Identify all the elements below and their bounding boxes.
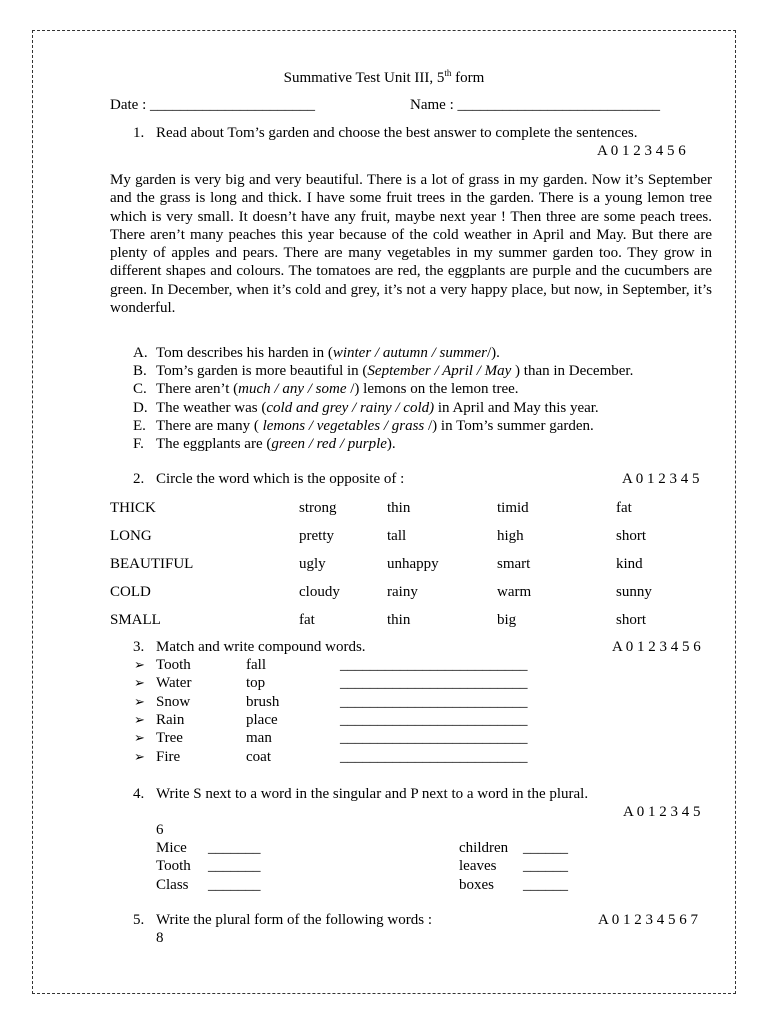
answer-blank[interactable]: ______ bbox=[523, 840, 568, 856]
item-letter: F. bbox=[133, 436, 144, 452]
opposite-option[interactable]: ugly bbox=[299, 556, 326, 572]
answer-options[interactable]: lemons / vegetables / grass bbox=[262, 417, 425, 434]
bullet-arrow-icon: ➢ bbox=[134, 748, 145, 764]
multiple-choice-item[interactable] bbox=[156, 400, 599, 417]
q2-score: A 0 1 2 3 4 5 bbox=[622, 471, 700, 487]
bullet-arrow-icon: ➢ bbox=[134, 693, 145, 709]
answer-blank[interactable]: _______ bbox=[208, 876, 261, 893]
answer-options[interactable]: cold and grey / rainy / cold) bbox=[266, 399, 435, 416]
opposite-option[interactable]: short bbox=[616, 528, 646, 544]
q1-number: 1. bbox=[133, 125, 145, 141]
q5-number: 5. bbox=[133, 912, 145, 928]
opposite-option[interactable]: fat bbox=[299, 612, 315, 628]
compound-left-word: Rain bbox=[156, 711, 185, 728]
multiple-choice-item[interactable] bbox=[156, 345, 500, 362]
compound-right-word: brush bbox=[246, 693, 280, 710]
item-text: ). bbox=[386, 436, 396, 452]
bullet-arrow-icon: ➢ bbox=[134, 711, 145, 727]
item-text: in April and May this year. bbox=[434, 399, 599, 416]
opposite-option[interactable]: strong bbox=[299, 500, 337, 516]
word: children bbox=[459, 840, 509, 856]
target-word: THICK bbox=[110, 500, 156, 516]
item-letter: C. bbox=[133, 381, 147, 398]
item-letter: D. bbox=[133, 399, 148, 416]
answer-blank[interactable]: _______ bbox=[208, 840, 261, 856]
q2-instruction: Circle the word which is the opposite of : bbox=[156, 471, 405, 487]
opposite-option[interactable]: cloudy bbox=[299, 584, 340, 600]
word: Tooth bbox=[156, 858, 191, 875]
opposite-option[interactable]: rainy bbox=[387, 584, 418, 600]
answer-options[interactable]: September / April / May bbox=[367, 363, 512, 380]
item-text: ) than in December. bbox=[511, 363, 634, 380]
item-text: There aren’t ( bbox=[156, 381, 239, 398]
answer-blank[interactable]: ______ bbox=[523, 858, 568, 875]
compound-left-word: Tooth bbox=[156, 657, 191, 673]
bullet-arrow-icon: ➢ bbox=[134, 675, 145, 691]
opposite-option[interactable]: high bbox=[497, 528, 524, 544]
compound-left-word: Snow bbox=[156, 693, 191, 710]
multiple-choice-item[interactable] bbox=[156, 418, 594, 435]
q4-score-continued: 6 bbox=[156, 822, 164, 838]
q2-number: 2. bbox=[133, 471, 145, 487]
q1-instruction: Read about Tom’s garden and choose the best answer to complete the sentences. bbox=[156, 125, 638, 141]
compound-right-word: fall bbox=[246, 657, 266, 673]
page-title: Summative Test Unit III, 5th form bbox=[283, 68, 485, 86]
compound-left-word: Fire bbox=[156, 748, 181, 765]
opposite-option[interactable]: timid bbox=[497, 500, 529, 516]
answer-blank[interactable]: ______ bbox=[523, 876, 568, 893]
compound-right-word: place bbox=[246, 711, 278, 728]
target-word: SMALL bbox=[110, 612, 161, 628]
item-letter: B. bbox=[133, 363, 147, 380]
target-word: LONG bbox=[110, 528, 152, 544]
item-text: /) lemons on the lemon tree. bbox=[346, 381, 519, 398]
compound-left-word: Tree bbox=[156, 730, 183, 747]
opposite-option[interactable]: sunny bbox=[616, 584, 652, 600]
opposite-option[interactable]: warm bbox=[497, 584, 532, 600]
date-field[interactable]: Date : ______________________ bbox=[110, 97, 315, 113]
answer-blank[interactable]: _________________________ bbox=[340, 693, 528, 710]
item-text: The eggplants are ( bbox=[156, 436, 272, 452]
multiple-choice-item[interactable] bbox=[156, 436, 396, 453]
q3-score: A 0 1 2 3 4 5 6 bbox=[612, 639, 701, 655]
answer-blank[interactable]: _________________________ bbox=[340, 675, 528, 692]
q1-score: A 0 1 2 3 4 5 6 bbox=[597, 143, 686, 159]
multiple-choice-item[interactable] bbox=[156, 381, 519, 398]
item-letter: A. bbox=[133, 345, 148, 361]
multiple-choice-item[interactable] bbox=[156, 363, 633, 380]
name-field[interactable]: Name : ___________________________ bbox=[410, 97, 660, 113]
word: Mice bbox=[156, 840, 187, 856]
answer-options[interactable]: much / any / some bbox=[238, 381, 347, 398]
opposite-option[interactable]: smart bbox=[497, 556, 531, 572]
opposite-option[interactable]: fat bbox=[616, 500, 632, 516]
item-text: /) in Tom’s summer garden. bbox=[424, 417, 594, 434]
opposite-option[interactable]: tall bbox=[387, 528, 407, 544]
opposite-option[interactable]: kind bbox=[616, 556, 643, 572]
word: leaves bbox=[459, 858, 497, 875]
q5-score: A 0 1 2 3 4 5 6 7 bbox=[598, 912, 699, 928]
item-text: The weather was ( bbox=[156, 399, 267, 416]
item-text: There are many ( bbox=[156, 417, 263, 434]
opposite-option[interactable]: thin bbox=[387, 500, 411, 516]
item-letter: E. bbox=[133, 417, 146, 434]
answer-blank[interactable]: _______ bbox=[208, 858, 261, 875]
answer-options[interactable]: winter / autumn / summer bbox=[332, 345, 487, 361]
compound-left-word: Water bbox=[156, 675, 192, 692]
answer-blank[interactable]: _________________________ bbox=[340, 657, 528, 673]
q4-number: 4. bbox=[133, 786, 145, 802]
q5-instruction: Write the plural form of the following words : bbox=[156, 912, 432, 928]
compound-right-word: top bbox=[246, 675, 266, 692]
answer-blank[interactable]: _________________________ bbox=[340, 748, 528, 765]
opposite-option[interactable]: big bbox=[497, 612, 517, 628]
q3-number: 3. bbox=[133, 639, 145, 655]
opposite-option[interactable]: short bbox=[616, 612, 646, 628]
q4-instruction: Write S next to a word in the singular and P next to a word in the plural. bbox=[156, 786, 589, 802]
opposite-option[interactable]: thin bbox=[387, 612, 411, 628]
word: boxes bbox=[459, 876, 494, 893]
answer-blank[interactable]: _________________________ bbox=[340, 711, 528, 728]
bullet-arrow-icon: ➢ bbox=[134, 730, 145, 746]
opposite-option[interactable]: unhappy bbox=[387, 556, 439, 572]
compound-right-word: man bbox=[246, 730, 272, 747]
q5-score-continued: 8 bbox=[156, 930, 164, 946]
bullet-arrow-icon: ➢ bbox=[134, 657, 145, 672]
q4-score: A 0 1 2 3 4 5 bbox=[623, 804, 701, 820]
opposite-option[interactable]: pretty bbox=[299, 528, 334, 544]
answer-blank[interactable]: _________________________ bbox=[340, 730, 528, 747]
item-text: Tom’s garden is more beautiful in ( bbox=[156, 363, 368, 380]
item-text: Tom describes his harden in ( bbox=[156, 345, 333, 361]
q3-instruction: Match and write compound words. bbox=[156, 639, 366, 655]
reading-passage: My garden is very big and very beautiful. There is a lot of grass in my garden. Now it’s September and the grass is long and thick. I have some fruit trees in the garden. There is a young lemon tree which is very small. It doesn’t have any fruit, maybe next year ! Then three are some peach trees. There aren’t many peaches this year because of the cold weather in April and May. But there are plenty of apples and pears. There are many vegetables in my summer garden too. They grow in different shapes and colours. The tomatoes are red, the eggplants are purple and the cucumbers are green. In December, when it’s cold and grey, it’s not a very happy place, but now, in September, it’s wonderful. bbox=[110, 172, 712, 317]
item-text: /). bbox=[487, 345, 500, 361]
word: Class bbox=[156, 876, 189, 893]
compound-right-word: coat bbox=[246, 748, 271, 765]
target-word: COLD bbox=[110, 584, 151, 600]
target-word: BEAUTIFUL bbox=[110, 556, 194, 572]
answer-options[interactable]: green / red / purple bbox=[271, 436, 387, 452]
